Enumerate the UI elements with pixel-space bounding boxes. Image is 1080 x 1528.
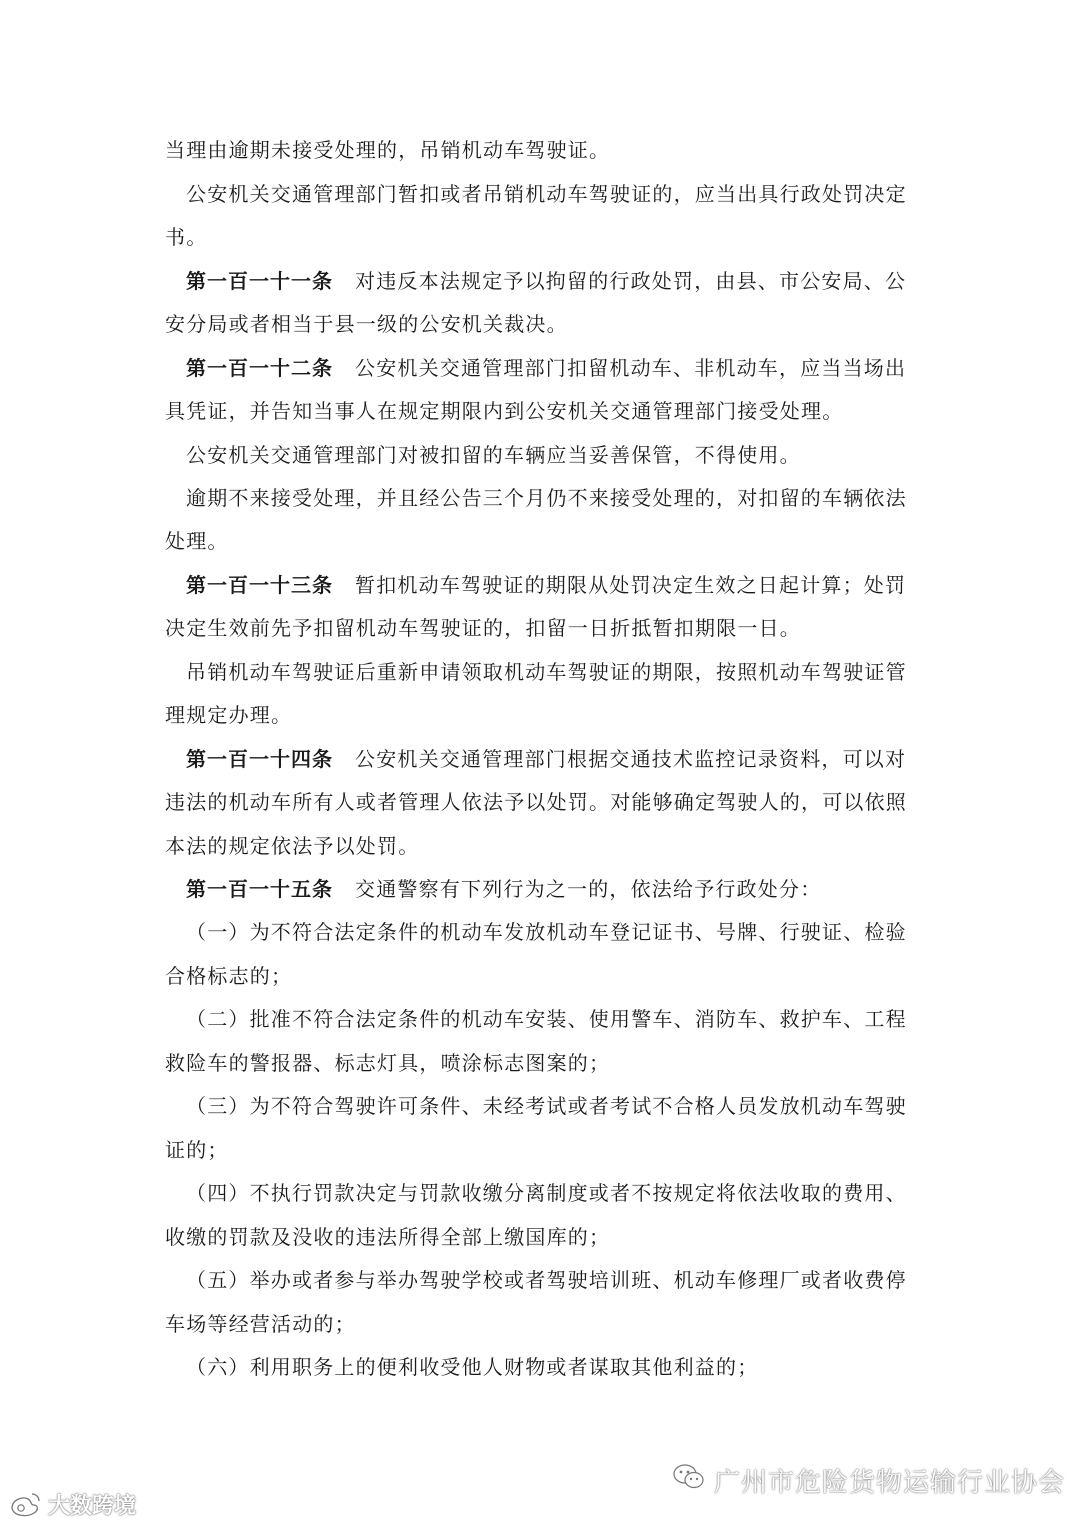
line-text: （六）利用职务上的便利收受他人财物或者谋取其他利益的；: [186, 1355, 759, 1379]
wechat-account-name: 广州市危险货物运输行业协会: [714, 1467, 1066, 1498]
list-item-line: [0, 1005, 1080, 1033]
line-text: 决定生效前先予扣留机动车驾驶证的，扣留一日折抵暂扣期限一日。: [165, 616, 801, 640]
line-text: 逾期不来接受处理，并且经公告三个月仍不来接受处理的，对扣留的车辆依法: [186, 486, 907, 510]
text-line: [0, 614, 1080, 642]
line-text: 暂扣机动车驾驶证的期限从处罚决定生效之日起计算；处罚: [355, 573, 907, 597]
text-line: [0, 310, 1080, 338]
line-text: 具凭证，并告知当事人在规定期限内到公安机关交通管理部门接受处理。: [165, 399, 844, 423]
article-line: [0, 354, 1080, 382]
text-line: [0, 788, 1080, 816]
line-text: 处理。: [165, 529, 229, 553]
line-text: 公安机关交通管理部门暂扣或者吊销机动车驾驶证的，应当出具行政处罚决定: [186, 182, 907, 206]
article-heading: 第一百一十二条: [186, 356, 333, 380]
text-line: [0, 484, 1080, 512]
text-line: [0, 962, 1080, 990]
line-text: （三）为不符合驾驶许可条件、未经考试或者考试不合格人员发放机动车驾驶: [186, 1094, 907, 1118]
line-text: 理规定办理。: [165, 703, 293, 727]
list-item-line: [0, 918, 1080, 946]
text-line: [0, 136, 1080, 164]
text-line: [0, 832, 1080, 860]
line-text: 本法的规定依法予以处罚。: [165, 834, 420, 858]
list-item-line: [0, 1266, 1080, 1294]
line-text: 车场等经营活动的；: [165, 1312, 356, 1336]
line-text: （五）举办或者参与举办驾驶学校或者驾驶培训班、机动车修理厂或者收费停: [186, 1268, 907, 1292]
wechat-icon: [672, 1462, 706, 1499]
article-heading: 第一百一十四条: [186, 747, 333, 771]
line-text: 证的；: [165, 1138, 229, 1162]
text-line: [0, 527, 1080, 555]
list-item-line: [0, 1353, 1080, 1381]
text-line: [0, 223, 1080, 251]
source-name: 大数跨境: [48, 1493, 137, 1519]
text-line: [0, 1223, 1080, 1251]
article-line: [0, 875, 1080, 903]
line-text: 书。: [165, 225, 208, 249]
article-heading: 第一百一十一条: [186, 269, 333, 293]
line-text: 吊销机动车驾驶证后重新申请领取机动车驾驶证的期限，按照机动车驾驶证管: [186, 660, 907, 684]
list-item-line: [0, 1179, 1080, 1207]
line-text: 违法的机动车所有人或者管理人依法予以处罚。对能够确定驾驶人的，可以依照: [165, 790, 907, 814]
text-line: [0, 180, 1080, 208]
article-heading: 第一百一十五条: [186, 877, 333, 901]
text-line: [0, 397, 1080, 425]
line-text: 公安机关交通管理部门根据交通技术监控记录资料，可以对: [355, 747, 907, 771]
weibo-like-logo-icon: [8, 1490, 42, 1518]
article-heading: 第一百一十三条: [186, 573, 333, 597]
line-text: 合格标志的；: [165, 964, 293, 988]
list-item-line: [0, 1092, 1080, 1120]
article-line: [0, 745, 1080, 773]
text-line: [0, 1310, 1080, 1338]
article-line: [0, 571, 1080, 599]
line-text: 收缴的罚款及没收的违法所得全部上缴国库的；: [165, 1225, 611, 1249]
text-line: [0, 701, 1080, 729]
text-line: [0, 1049, 1080, 1077]
line-text: 对违反本法规定予以拘留的行政处罚，由县、市公安局、公: [355, 269, 907, 293]
line-text: 当理由逾期未接受处理的，吊销机动车驾驶证。: [165, 138, 611, 162]
article-line: [0, 267, 1080, 295]
text-line: [0, 658, 1080, 686]
wechat-watermark: [672, 1462, 1065, 1498]
line-text: 安分局或者相当于县一级的公安机关裁决。: [165, 312, 568, 336]
text-line: [0, 441, 1080, 469]
line-text: 公安机关交通管理部门扣留机动车、非机动车，应当当场出: [355, 356, 907, 380]
line-text: 公安机关交通管理部门对被扣留的车辆应当妥善保管，不得使用。: [186, 443, 801, 467]
line-text: （一）为不符合法定条件的机动车发放机动车登记证书、号牌、行驶证、检验: [186, 920, 907, 944]
line-text: （二）批准不符合法定条件的机动车安装、使用警车、消防车、救护车、工程: [186, 1007, 907, 1031]
line-text: 救险车的警报器、标志灯具，喷涂标志图案的；: [165, 1051, 611, 1075]
text-line: [0, 1136, 1080, 1164]
line-text: 交通警察有下列行为之一的，依法给予行政处分：: [355, 877, 822, 901]
line-text: （四）不执行罚款决定与罚款收缴分离制度或者不按规定将依法收取的费用、: [186, 1181, 907, 1205]
source-watermark: [8, 1488, 136, 1520]
